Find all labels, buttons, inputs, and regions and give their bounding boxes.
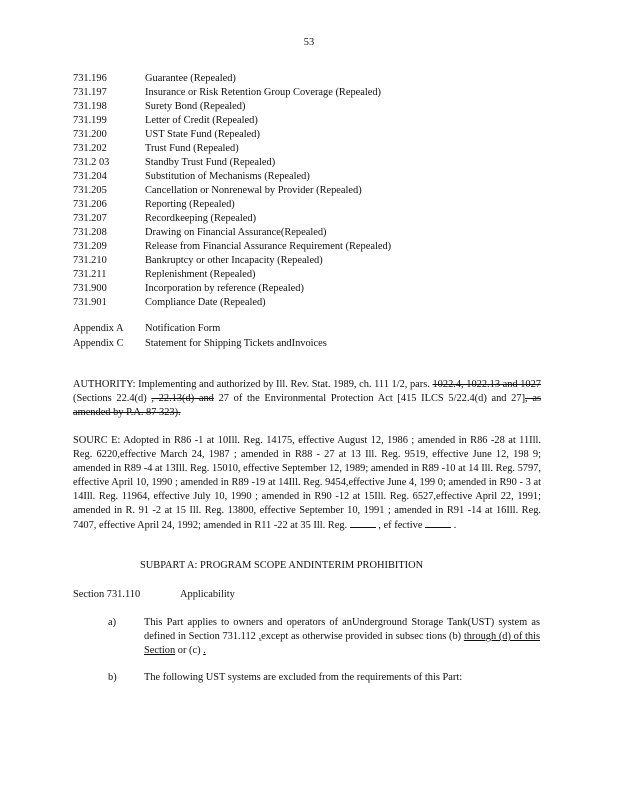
section-list-item [73, 212, 553, 226]
section-title: Recordkeeping (Repealed) [145, 213, 257, 224]
section-title: Surety Bond (Repealed) [145, 101, 246, 112]
section-title: Compliance Date (Repealed) [145, 297, 266, 308]
section-list-item [73, 86, 553, 100]
authority-note [73, 378, 541, 420]
section-list-item [73, 296, 553, 310]
section-number: 731.205 [73, 185, 107, 196]
section-number: 731.207 [73, 213, 107, 224]
section-number: 731.202 [73, 143, 107, 154]
section-title: Substitution of Mechanisms (Repealed) [145, 171, 310, 182]
section-title: Release from Financial Assurance Requirement (Repealed) [145, 241, 392, 252]
appendix-item [73, 322, 553, 337]
section-title: Reporting (Repealed) [145, 199, 235, 210]
subpart-heading: SUBPART A: PROGRAM SCOPE ANDINTERIM PROHIBITION [140, 560, 424, 571]
subsection-a [108, 616, 540, 658]
section-list-item [73, 128, 553, 142]
section-title: Incorporation by reference (Repealed) [145, 283, 304, 294]
section-list-item [73, 114, 553, 128]
underlined-text: through (d) of this Section [144, 631, 540, 656]
section-list-item [73, 142, 553, 156]
section-list-item [73, 184, 553, 198]
blank-line [425, 518, 451, 528]
appendix-list [73, 322, 553, 352]
section-title: UST State Fund (Repealed) [145, 129, 260, 140]
struck-text: and [194, 393, 214, 404]
section-title: Letter of Credit (Repealed) [145, 115, 258, 126]
section-number: 731.2 03 [73, 157, 110, 168]
section-title: Guarantee (Repealed) [145, 73, 236, 84]
appendix-label: Appendix A [73, 323, 124, 334]
source-note [73, 434, 541, 533]
section-number: 731.199 [73, 115, 107, 126]
subsection-b [108, 671, 540, 685]
section-list-item [73, 156, 553, 170]
blank-line [350, 518, 376, 528]
section-title: Replenishment (Repealed) [145, 269, 256, 280]
section-number: 731.206 [73, 199, 107, 210]
underlined-text: . [203, 645, 206, 656]
section-number: 731.210 [73, 255, 107, 266]
section-title: Drawing on Financial Assurance(Repealed) [145, 227, 327, 238]
appendix-title: Statement for Shipping Tickets andInvoices [145, 338, 327, 349]
subsection-label: a) [108, 617, 117, 628]
section-title: Bankruptcy or other Incapacity (Repealed) [145, 255, 323, 266]
section-list-item [73, 282, 553, 296]
source-end: . [451, 520, 457, 531]
section-number: 731.211 [73, 269, 107, 280]
struck-text: , as amended by P.A. 87 323). [73, 393, 541, 418]
subsection-text [144, 616, 540, 658]
page-number: 53 [303, 37, 315, 48]
struck-text: , 22.13(d) [151, 393, 195, 404]
appendix-title: Notification Form [145, 323, 221, 334]
section-title: Trust Fund (Repealed) [145, 143, 239, 154]
subsection-text-part: except as otherwise provided in subsec tions (b) [261, 631, 464, 642]
underlined-text: , [258, 631, 262, 642]
struck-text: 1022.4, 1022.13 and 1027 [432, 379, 542, 390]
section-number: 731.197 [73, 87, 107, 98]
section-list-item [73, 240, 553, 254]
section-number: 731.200 [73, 129, 107, 140]
section-list [73, 72, 553, 310]
section-title: Standby Trust Fund (Repealed) [145, 157, 276, 168]
section-list-item [73, 72, 553, 86]
subsection-text-part: This Part applies to owners and operators of anUnderground Storage Tank(UST) system as defined in Section 731.112 [144, 617, 540, 642]
section-list-item [73, 170, 553, 184]
subsection-label: b) [108, 672, 117, 683]
section-number: 731.204 [73, 171, 107, 182]
section-number: 731.198 [73, 101, 107, 112]
section-title: Insurance or Risk Retention Group Coverage (Repealed) [145, 87, 382, 98]
authority-text: (Sections 22.4(d) [73, 393, 152, 404]
section-list-item [73, 226, 553, 240]
section-number: 731.209 [73, 241, 107, 252]
section-number: 731.208 [73, 227, 107, 238]
subsection-text-part: or (c) [175, 645, 204, 656]
source-effective: , ef fective [375, 520, 423, 531]
authority-text: AUTHORITY: Implementing and authorized by Ill. Rev. Stat. 1989, ch. 111 1/2, pars. [73, 379, 433, 390]
section-number: 731.901 [73, 297, 107, 308]
appendix-item [73, 337, 553, 352]
subsection-text: The following UST systems are excluded from the requirements of this Part: [144, 672, 463, 683]
section-heading [73, 588, 235, 602]
source-text: SOURC E: Adopted in R86 -1 at 10Ill. Reg. 14175, effective August 12, 1986 ; amended in R86 -28 at 11Ill. Reg. 6220,effective March 24, 1987 ; amended in R88 - 27 at 13 Ill. Reg. 9519, effective June 12, 198 9; amended in R89 -4 at 13Ill. Reg. 15010, effective September 12, 1989; amended in R89 -10 at 14 Ill. Reg. 5797, effective April 10, 1990 ; amended in R89 -19 at 14Ill. Reg. 9454,effective June 4, 199 0; amended in R90 - 3 at 14Ill. Reg. 11964, effective July 10, 1990 ; amended in R90 -12 at 15Ill. Reg. 6527,effective April 22, 1991; amended in R. 91 -2 at 15 Ill. Reg. 13800, effective September 10, 1991 ; amended in R91 -14 at 16Ill. Reg. 7407, effective April 24, 1992; amended in R11 -22 at 35 Ill. Reg. [73, 435, 541, 531]
section-number: 731.900 [73, 283, 107, 294]
section-heading-number: Section 731.110 [73, 589, 141, 600]
section-list-item [73, 198, 553, 212]
section-number: 731.196 [73, 73, 107, 84]
section-list-item [73, 100, 553, 114]
authority-text: 27 of the Environmental Protection Act [415 ILCS 5/22.4(d) and 27] [213, 393, 526, 404]
section-heading-title: Applicability [180, 589, 235, 600]
section-list-item [73, 268, 553, 282]
section-title: Cancellation or Nonrenewal by Provider (Repealed) [145, 185, 362, 196]
appendix-label: Appendix C [73, 338, 124, 349]
section-list-item [73, 254, 553, 268]
